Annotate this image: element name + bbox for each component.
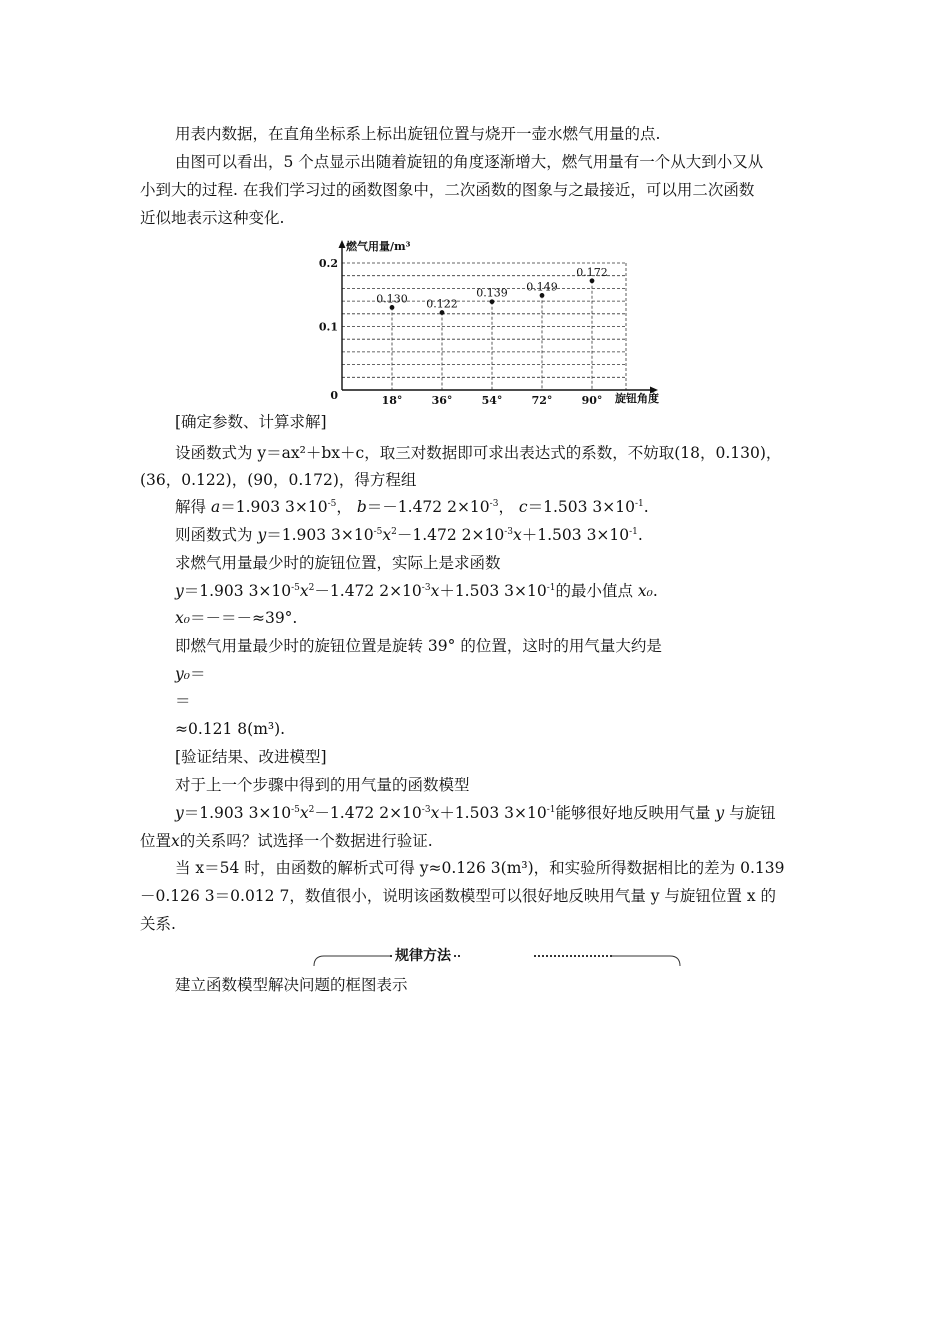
conclusion-line: 即燃气用量最少时的旋钮位置是旋转 39° 的位置，这时的用气量大约是 [175,637,662,655]
c-value: 1.503 3×10 [543,498,635,516]
paragraph-observation-line2: 小到大的过程. 在我们学习过的函数图象中，二次函数的图象与之最接近，可以用二次函数 [140,181,755,199]
exp-square: 2 [391,527,397,537]
coef-b: －1.472 2×10 [314,582,422,600]
verify-line4: 当 x＝54 时，由函数的解析式可得 y≈0.126 3(m³)，和实验所得数据相比的差为 0.139 [175,859,785,877]
var-y0: y₀ [175,665,190,683]
coef-c: ＋1.503 3×10 [521,526,630,544]
paragraph-intro: 用表内数据，在直角坐标系上标出旋钮位置与烧开一壶水燃气用量的点. [175,125,661,143]
scatter-chart [312,236,672,408]
solution-prefix: 解得 [175,498,207,516]
var-x: x [299,804,309,822]
data-point [540,293,545,298]
data-label: 0.172 [576,265,608,279]
a-exponent: -5 [327,499,337,509]
exp-square: 2 [308,583,315,593]
verify-line3 [140,831,433,851]
y-tick-label: 0.2 [318,257,338,270]
b-value: －1.472 2×10 [382,498,490,516]
var-x: x [430,804,440,822]
period: . [637,526,643,544]
data-label: 0.130 [376,292,408,306]
coef-b: －1.472 2×10 [396,526,505,544]
x0-line [175,608,297,628]
approx-line: ≈0.121 8(m³). [175,720,286,738]
y-axis-label: 燃气用量/m³ [346,240,411,253]
paragraph-observation-line1: 由图可以看出，5 个点显示出随着旋钮的角度逐渐增大，燃气用量有一个从大到小又从 [175,153,764,171]
var-c: c [518,498,528,516]
exp-a: -5 [291,583,300,593]
eq-sign: ＝ [527,498,544,516]
a-value: 1.903 3×10 [235,498,328,516]
data-point [390,305,395,310]
method-banner-title: 规律方法 [392,945,454,965]
x0-value: ＝－＝－≈39°. [189,609,298,627]
solution-line [175,497,649,517]
verify-line3-prefix: 位置 [140,832,172,850]
origin-label: 0 [330,389,338,402]
verify-end: 与旋钮 [729,804,776,822]
x-tick-label: 18° [381,394,403,407]
x-tick-label: 36° [431,394,453,407]
verify-line3-text: 的关系吗？试选择一个数据进行验证. [179,832,433,850]
var-x: x [299,582,309,600]
coef-b: －1.472 2×10 [314,804,422,822]
function-prefix: 则函数式为 [175,526,253,544]
verify-line5: －0.126 3＝0.012 7，数值很小，说明该函数模型可以很好地反映用气量 y 与旋钮位置 x 的 [140,887,777,905]
b-exponent: -3 [489,499,499,509]
verify-line1: 对于上一个步骤中得到的用气量的函数模型 [175,776,470,794]
exp-square: 2 [308,805,315,815]
exp-c: -1 [546,583,556,593]
coef-c: ＋1.503 3×10 [439,804,547,822]
minimum-function-line [175,581,658,601]
var-x: x [382,526,392,544]
data-label: 0.122 [426,297,458,311]
exp-c: -1 [629,527,638,537]
comma: ， [498,498,514,516]
x-tick-label: 90° [581,394,603,407]
setup-line1: 设函数式为 y＝ax²＋bx＋c，取三对数据即可求出表达式的系数，不妨取(18，0.130)， [175,444,782,462]
verify-function-line [175,803,776,823]
eq-sign: ＝ [220,498,236,516]
var-x: x [430,582,440,600]
exp-b: -3 [421,805,431,815]
data-label: 0.149 [526,280,558,294]
c-exponent: -1 [634,499,644,509]
y-tick-label: 0.1 [318,320,338,334]
exp-b: -3 [504,527,514,537]
data-point [590,278,595,283]
var-x0: x₀ [637,582,653,600]
data-point [490,299,495,304]
x-tick-label: 72° [531,394,553,407]
exp-c: -1 [546,805,556,815]
var-y: y [175,582,184,600]
data-label: 0.139 [476,286,508,300]
exp-a: -5 [291,805,300,815]
period: . [652,582,658,600]
coef-c: ＋1.503 3×10 [439,582,547,600]
y0-line [175,664,206,684]
equals-line: ＝ [175,692,191,710]
exp-a: -5 [373,527,383,537]
y-axis-arrow [339,240,346,248]
eq-sign: ＝ [189,665,206,683]
coef-a: ＝1.903 3×10 [266,526,374,544]
section-heading-verify: [验证结果、改进模型] [175,748,327,766]
section-heading-determine: [确定参数、计算求解] [175,413,327,431]
function-line [175,525,643,545]
exp-b: -3 [421,583,431,593]
var-b: b [356,498,367,516]
var-y: y [715,804,725,822]
var-x0: x₀ [175,609,190,627]
var-y: y [175,804,184,822]
method-banner-frame [312,944,682,970]
var-y: y [257,526,267,544]
final-line: 建立函数模型解决问题的框图表示 [175,976,408,994]
period: . [643,498,649,516]
var-x: x [171,832,180,850]
minimum-suffix: 的最小值点 [555,582,633,600]
var-x: x [513,526,522,544]
eq-sign: ＝ [366,498,383,516]
x-tick-label: 54° [481,394,503,407]
data-point [440,310,445,315]
x-axis-label: 旋钮角度 [615,392,659,405]
minimum-intro: 求燃气用量最少时的旋钮位置，实际上是求函数 [175,554,501,572]
var-a: a [210,498,221,516]
paragraph-observation-line3: 近似地表示这种变化. [140,209,285,227]
verify-line6: 关系. [140,915,176,933]
coef-a: ＝1.903 3×10 [183,804,292,822]
verify-suffix: 能够很好地反映用气量 [555,804,711,822]
setup-line2: (36，0.122)，(90，0.172)，得方程组 [140,471,417,489]
comma: ， [336,498,352,516]
coef-a: ＝1.903 3×10 [183,582,292,600]
